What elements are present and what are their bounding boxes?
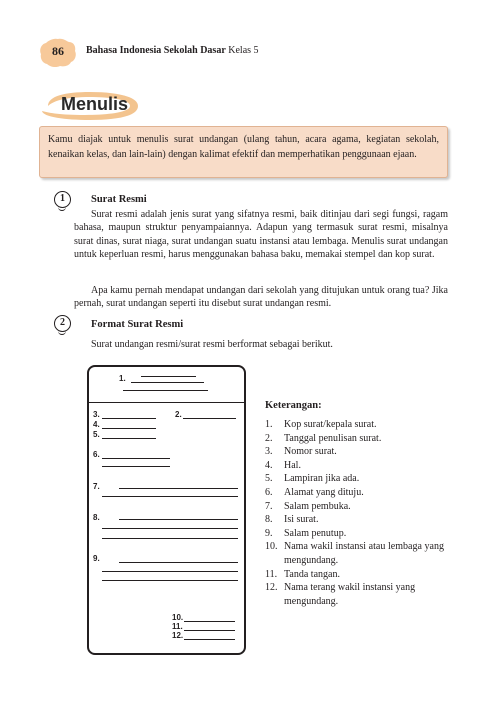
legend-item: 2. Tanggal penulisan surat. — [265, 432, 382, 444]
form-line — [119, 488, 238, 489]
form-label-3: 3. — [93, 410, 100, 419]
form-line — [184, 630, 235, 631]
form-line — [102, 438, 156, 439]
form-line — [102, 418, 156, 419]
legend-item: 12. Nama terang wakil instansi yang mengundang. — [265, 582, 416, 607]
paragraph-format-intro: Surat undangan resmi/surat resmi berformat sebagai berikut. — [91, 339, 333, 350]
form-line — [119, 562, 238, 563]
section-banner-title: Menulis — [61, 94, 129, 114]
legend-item: 8. Isi surat. — [265, 514, 319, 526]
form-line — [131, 382, 204, 383]
form-line — [102, 458, 170, 459]
section-title-surat-resmi: Surat Resmi — [91, 194, 147, 205]
form-label-5: 5. — [93, 430, 100, 439]
section-number-1: 1 — [54, 191, 71, 208]
form-label-1: 1. — [119, 374, 126, 383]
form-line — [102, 571, 238, 572]
letter-header-divider — [89, 402, 244, 403]
form-label-12: 12. — [172, 631, 184, 640]
section-number-2: 2 — [54, 315, 71, 332]
form-label-4: 4. — [93, 420, 100, 429]
form-label-11: 11. — [172, 622, 183, 631]
page-number: 86 — [52, 44, 64, 58]
form-label-7: 7. — [93, 482, 100, 491]
legend-item: 5. Lampiran jika ada. — [265, 473, 360, 485]
legend-item: 3. Nomor surat. — [265, 446, 337, 458]
form-line — [102, 428, 156, 429]
form-label-9: 9. — [93, 554, 100, 563]
book-title — [86, 45, 259, 56]
intro-box — [39, 126, 448, 178]
paragraph-surat-resmi-definition: Surat resmi adalah jenis surat yang sifatnya resmi, baik ditinjau dari segi fungsi, ragam bahasa, maupun struktur penyampaiannya. Adapun yang termasuk surat resmi, misalnya surat dinas, surat niaga, surat undangan suatu instansi atau lembaga. Menulis surat undangan untuk keperluan resmi, harus menggunakan bahasa baku, memakai stempel dan kop surat. — [74, 209, 448, 261]
form-label-8: 8. — [93, 513, 100, 522]
book-title-class: Kelas 5 — [225, 45, 259, 56]
form-line — [102, 538, 238, 539]
form-line — [102, 496, 238, 497]
form-line — [184, 639, 235, 640]
legend-list — [265, 418, 455, 608]
form-line — [141, 376, 196, 377]
letter-format-diagram — [87, 365, 246, 655]
legend-item: 1. Kop surat/kepala surat. — [265, 419, 377, 430]
section-title-format-surat: Format Surat Resmi — [91, 319, 184, 330]
legend-item: 10. Nama wakil instansi atau lembaga yang mengundang. — [265, 541, 444, 566]
legend-item: 11. Tanda tangan. — [265, 568, 340, 580]
form-label-6: 6. — [93, 450, 100, 459]
form-line — [102, 580, 238, 581]
intro-text: Kamu diajak untuk menulis surat undangan (ulang tahun, acara agama, kegiatan sekolah, kenaikan kelas, dan lain-lain) dengan kalimat efektif dan memperhatikan penggunaan ejaan. — [48, 134, 439, 160]
legend-item: 6. Alamat yang dituju. — [265, 486, 364, 498]
form-line — [184, 621, 235, 622]
form-label-10: 10. — [172, 613, 184, 622]
legend-item: 4. Hal. — [265, 459, 301, 471]
legend-item: 7. Salam pembuka. — [265, 500, 351, 512]
form-line — [102, 528, 238, 529]
form-line — [123, 390, 208, 391]
form-label-2: 2. — [175, 410, 182, 419]
legend-title: Keterangan: — [265, 400, 322, 411]
form-line — [183, 418, 236, 419]
paragraph-surat-resmi-question: Apa kamu pernah mendapat undangan dari sekolah yang ditujukan untuk orang tua? Jika pernah, surat undangan seperti itu disebut surat undangan resmi. — [74, 285, 448, 310]
book-title-main: Bahasa Indonesia Sekolah Dasar — [86, 45, 226, 56]
form-line — [119, 519, 238, 520]
legend-item: 9. Salam penutup. — [265, 527, 347, 539]
form-line — [102, 466, 170, 467]
